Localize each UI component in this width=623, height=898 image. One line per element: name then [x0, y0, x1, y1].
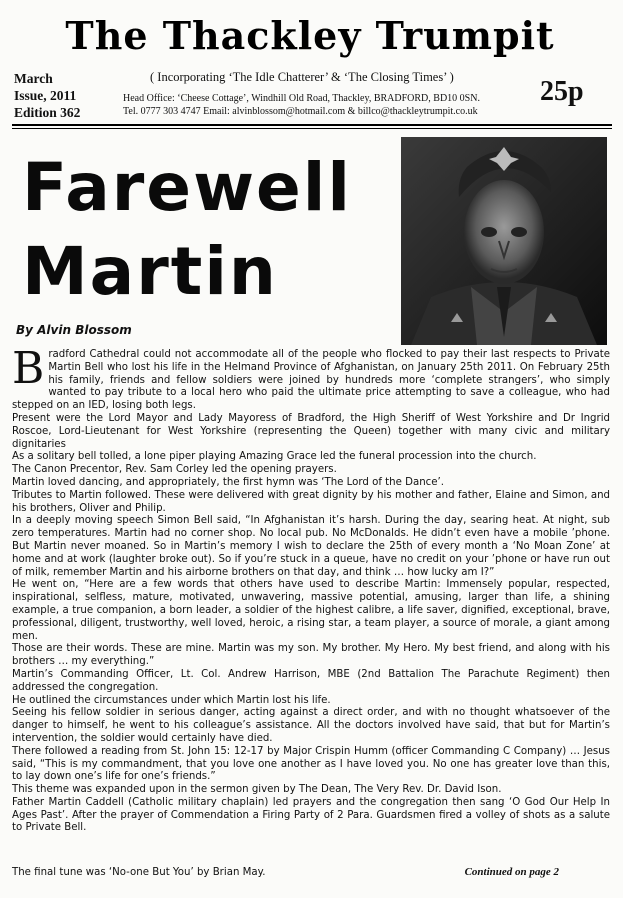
article-paragraph: He outlined the circumstances under which Martin lost his life.: [12, 694, 331, 706]
article-paragraph: He went on, “Here are a few words that others have used to describe Martin: Immensely popular, respected, inspirational, selfless, mature, motivated, unwavering, massive potential, amusing, larger than life, a shining example, a true companion, a born leader, a soldier of the highest calibre, a life saver, dignified, exceptional, brave, professional, diligent, trustworthy, well loved, heroic, a rising star, a team player, a source of morale, a giant among men.: [12, 579, 610, 642]
article-paragraph: Martin loved dancing, and appropriately, the first hymn was ‘The Lord of the Dance’.: [12, 476, 445, 488]
article-paragraph: [12, 343, 610, 413]
article-paragraph: In a deeply moving speech Simon Bell said, “In Afghanistan it’s harsh. During the day, searing heat. At night, sub zero temperatures. Martin had no corner shop. No local pub. No McDonalds. He didn’t even have a mobile ’phone. But Martin never moaned. So in Martin’s memory I wish to declare the 25th of every month a ‘No Moan Zone’ at home and at work (laughter broke out). So if you’re stuck in a queue, have no credit on your ’phone or have run out of milk, remember Martin and his airborne brothers on that day, and think … how lucky am I?”: [12, 515, 610, 578]
article-paragraph: Those are their words. These are mine. Martin was my son. My brother. My Hero. My best friend, and along with his brothers … my everything.”: [12, 643, 610, 668]
issue-info: [14, 70, 80, 121]
headline-line-1: Farewell: [22, 149, 353, 226]
article-paragraph: As a solitary bell tolled, a lone piper playing Amazing Grace led the funeral procession into the church.: [12, 451, 537, 463]
article-paragraph: Father Martin Caddell (Catholic military chaplain) led prayers and the congregation then sang ‘O God Our Help In Ages Past’. After the prayer of Commendation a Firing Party of 2 Para. Guardsmen fired a volley of shots as a salute to Private Bell.: [12, 796, 610, 834]
office-address: Head Office: ‘Cheese Cottage’, Windhill Old Road, Thackley, BRADFORD, BD10 0SN.: [123, 93, 480, 104]
drop-cap: B: [12, 343, 45, 394]
header-rule: [12, 124, 612, 126]
headline-line-2: Martin: [22, 233, 278, 310]
office-contact: Tel. 0777 303 4747 Email: alvinblossom@hotmail.com & billco@thackleytrumpit.co.uk: [123, 106, 478, 117]
article-body: [12, 343, 610, 835]
incorporating-line: ( Incorporating ‘The Idle Chatterer’ & ‘The Closing Times’ ): [150, 70, 454, 84]
office-info: [123, 92, 480, 118]
price-tag: 25p: [540, 76, 584, 107]
continued-link[interactable]: Continued on page 2: [464, 866, 559, 878]
article-paragraph: The Canon Precentor, Rev. Sam Corley led the opening prayers.: [12, 464, 337, 476]
article-paragraph: There followed a reading from St. John 15: 12-17 by Major Crispin Humm (officer Commanding C Company) … Jesus said, “This is my commandment, that you love one another as I have loved you. No one has greater love than this, to lay down one’s life for one’s friends.”: [12, 745, 610, 783]
article-paragraph: Tributes to Martin followed. These were delivered with great dignity by his mother and father, Elaine and Simon, and his brothers, Oliver and Philip.: [12, 489, 610, 514]
article-paragraph: Present were the Lord Mayor and Lady Mayoress of Bradford, the High Sheriff of West Yorkshire and Dr Ingrid Roscoe, Lord-Lieutenant for West Yorkshire (representing the Queen) together with many civic and military dignitaries: [12, 412, 610, 450]
article-paragraph: Seeing his fellow soldier in serious danger, acting against a direct order, and with no thought whatsoever of the danger to himself, he went to his colleague’s assistance. All the doctors involved have said, that but for Martin’s intervention, the soldier would certainly have died.: [12, 707, 610, 744]
soldier-portrait-icon: [401, 137, 607, 345]
headline: [22, 146, 352, 314]
issue-month: March: [14, 71, 53, 86]
final-line: The final tune was ‘No-one But You’ by Brian May.: [12, 867, 266, 878]
issue-year: Issue, 2011: [14, 88, 77, 103]
paragraph-text: radford Cathedral could not accommodate all of the people who flocked to pay their last respects to Private Martin Bell who lost his life in the Helmand Province of Afghanistan, on January 25th 2011. On February 25th his family, friends and fellow soldiers were joined by hundreds more ‘complete strangers’, who simply wanted to pay tribute to a local hero who paid the ultimate price attempting to save a colleague, who had stepped on an IED, losing both legs.: [12, 349, 610, 412]
article-paragraph: Martin’s Commanding Officer, Lt. Col. Andrew Harrison, MBE (2nd Battalion The Parachute Regiment) then addressed the congregation.: [12, 668, 610, 693]
masthead-title: The Thackley Trumpit: [65, 13, 555, 58]
header-rule-thin: [12, 128, 612, 129]
article-paragraph: This theme was expanded upon in the sermon given by The Dean, The Very Rev. Dr. David Ison.: [12, 784, 502, 796]
byline: By Alvin Blossom: [16, 323, 132, 337]
issue-edition: Edition 362: [14, 105, 81, 120]
